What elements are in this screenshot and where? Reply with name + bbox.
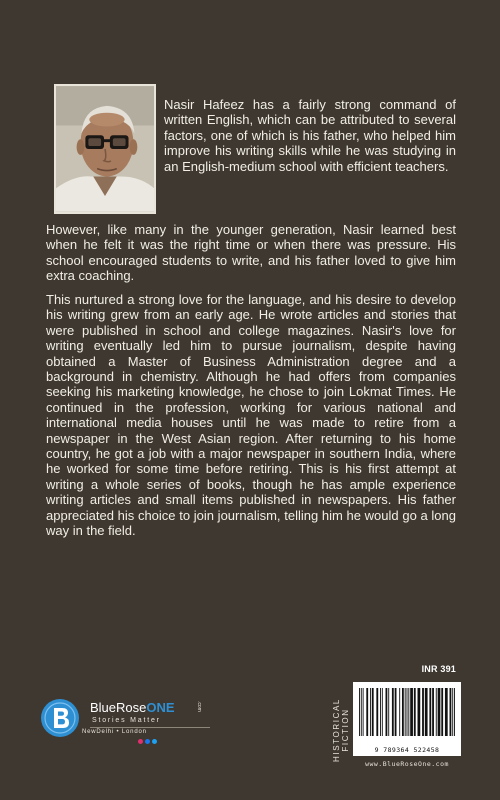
barcode-bar: [370, 688, 371, 736]
barcode-bar: [422, 688, 424, 736]
publisher-website: www.BlueRoseOne.com: [365, 760, 449, 768]
author-bio-intro: Nasir Hafeez has a fairly strong command of written English, which can be attributed to several factors, one of which is his father, who helped him improve his writing skills while he was studying in an English-medium school with efficient teachers.: [164, 97, 456, 174]
twitter-icon[interactable]: [152, 739, 157, 744]
author-bio-paragraph-2: However, like many in the younger generation, Nasir learned best when he felt it was the right time or when there was pressure. His school encouraged students to write, and his father loved to give him extra coaching.: [46, 222, 456, 284]
barcode-bar: [405, 688, 406, 736]
genre-label: [328, 688, 354, 772]
barcode-bar: [388, 688, 389, 736]
barcode-bar: [372, 688, 374, 736]
barcode-bars: [353, 682, 461, 746]
instagram-icon[interactable]: [138, 739, 143, 744]
barcode-bar: [432, 688, 434, 736]
isbn-barcode: [353, 682, 461, 756]
barcode-bar: [429, 688, 431, 736]
divider: [90, 727, 210, 728]
barcode-bar: [402, 688, 404, 736]
price-label: INR 391: [421, 664, 456, 674]
facebook-icon[interactable]: [145, 739, 150, 744]
barcode-bar: [395, 688, 397, 736]
barcode-bar: [441, 688, 443, 736]
publisher-name-suffix: .com: [196, 701, 202, 712]
genre-line-2: FICTION: [341, 708, 350, 752]
author-bio-paragraph-3: This nurtured a strong love for the language, and his desire to develop his writing grew from an early age. He wrote articles and stories that were published in school and college magazines. Nasir's love for writing eventually led him to pursue journalism, despite having obtained a Master of Business Administration degree and a background in chemistry. Although he had offers from companies seeking his marketing knowledge, he chose to join Lokmat Times. He continued in the profession, working for various national and international media houses until he was made to retire from a newspaper in the West Asian region. After returning to his home country, he got a job with a major newspaper in southern India, where he worked for some time before retiring. This is his first attempt at writing a whole series of books, though he has ample experience writing articles and small items published in newspapers. His father appreciated his choice to join journalism, telling him he would go a long way in the field.: [46, 292, 456, 539]
barcode-bar: [382, 688, 383, 736]
genre-line-1: HISTORICAL: [332, 698, 341, 762]
barcode-bar: [408, 688, 409, 736]
barcode-bar: [454, 688, 455, 736]
publisher-name-part-1: BlueRose: [90, 700, 147, 715]
barcode-bar: [414, 688, 416, 736]
barcode-bar: [366, 688, 368, 736]
bluerose-logo-icon: [40, 698, 80, 738]
barcode-bar: [392, 688, 394, 736]
author-portrait-image: [56, 86, 154, 212]
barcode-bar: [376, 688, 378, 736]
barcode-bar: [452, 688, 453, 736]
social-icons: [138, 739, 157, 744]
barcode-bar: [363, 688, 364, 736]
barcode-bar: [386, 688, 388, 736]
barcode-bar: [380, 688, 381, 736]
publisher-locations: NewDelhi • London: [82, 729, 147, 735]
barcode-bar: [438, 688, 441, 736]
barcode-bar: [436, 688, 437, 736]
barcode-bar: [407, 688, 408, 736]
barcode-bar: [410, 688, 413, 736]
isbn-number: 9 789364 522458: [374, 746, 440, 754]
publisher-name: [90, 700, 175, 715]
barcode-bar: [450, 688, 452, 736]
publisher-tagline: Stories Matter: [92, 717, 161, 724]
publisher-name-part-2: ONE: [146, 700, 175, 715]
barcode-bar: [361, 688, 362, 736]
author-photo: [54, 84, 156, 214]
barcode-bar: [445, 688, 448, 736]
barcode-bar: [399, 688, 400, 736]
barcode-bar: [418, 688, 421, 736]
barcode-bar: [425, 688, 428, 736]
barcode-bar: [359, 688, 360, 736]
